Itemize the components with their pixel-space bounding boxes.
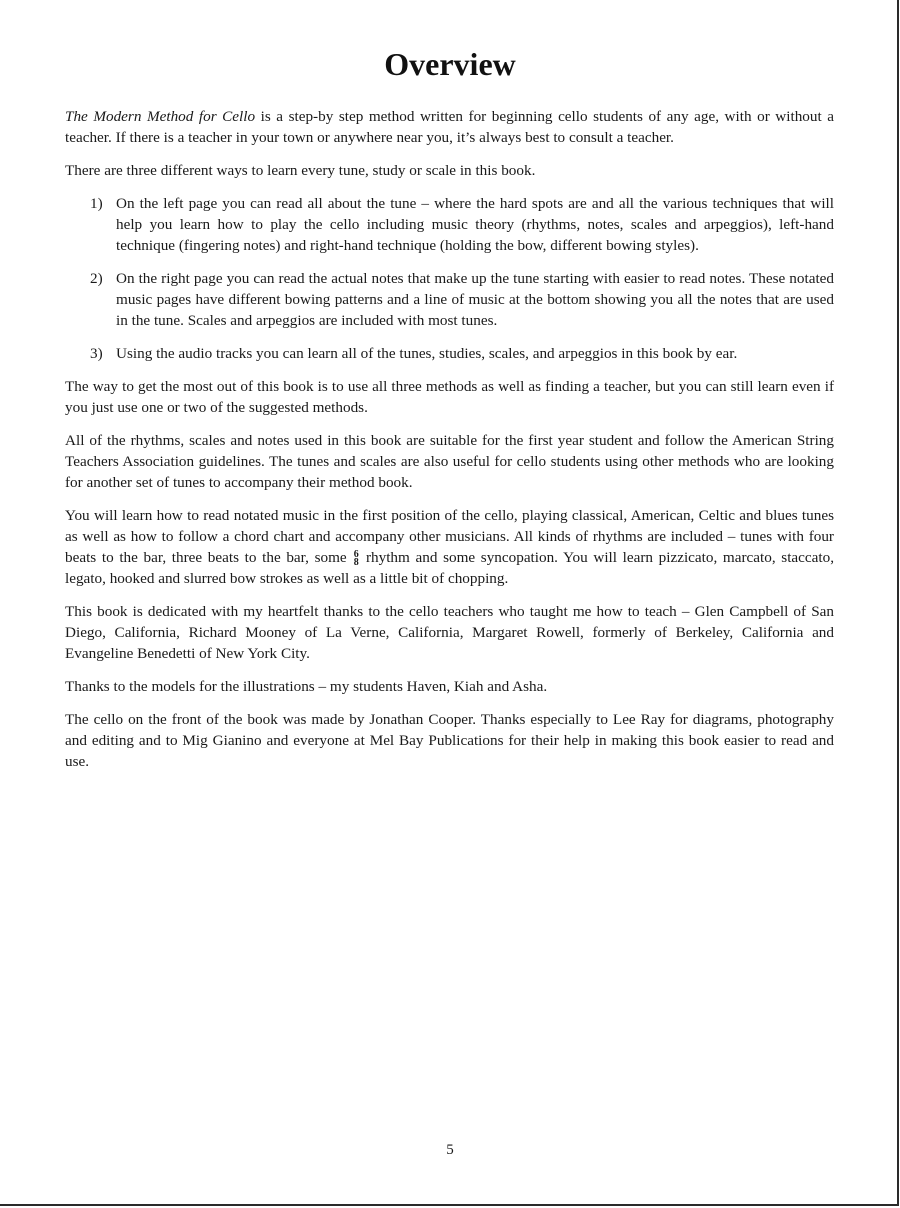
list-item — [65, 343, 834, 364]
overview-body — [65, 106, 834, 784]
models-paragraph: Thanks to the models for the illustrations – my students Haven, Kiah and Asha. — [65, 678, 548, 695]
book-title: The Modern Method for Cello — [65, 108, 256, 125]
list-item-text: On the left page you can read all about the tune – where the hard spots are and all the various techniques that will help you learn how to play the cello including music theory (rhythms, notes, scales and arpeggios), left-hand technique (fingering notes) and right-hand technique (holding the bow, different bowing styles). — [116, 195, 834, 254]
intro-paragraph — [65, 106, 834, 148]
learn-text-part1: You will learn how to read notated music in the first position of the cello, playing classical, American, Celtic and blues tunes as well as how to follow a chord chart and accompany other musicians. All kinds of rhythms are included – tunes with four beats to the bar, three beats to the bar, some — [65, 507, 834, 566]
most-out-paragraph: The way to get the most out of this book is to use all three methods as well as finding a teacher, but you can still learn even if you just use one or two of the suggested methods. — [65, 378, 834, 416]
credits-paragraph: The cello on the front of the book was made by Jonathan Cooper. Thanks especially to Lee Ray for diagrams, photography and editing and to Mig Gianino and everyone at Mel Bay Publications for their help in making this book easier to read and use. — [65, 711, 834, 770]
ways-intro-paragraph: There are three different ways to learn every tune, study or scale in this book. — [65, 162, 536, 179]
list-item-text: On the right page you can read the actual notes that make up the tune starting with easier to read notes. These notated music pages have different bowing patterns and a line of music at the bottom showing you all the notes that are used in the tune. Scales and arpeggios are included with most tunes. — [116, 270, 834, 329]
list-item-text: Using the audio tracks you can learn all of the tunes, studies, scales, and arpeggios in this book by ear. — [116, 345, 738, 362]
dedication-paragraph: This book is dedicated with my heartfelt thanks to the cello teachers who taught me how to teach – Glen Campbell of San Diego, California, Richard Mooney of La Verne, California, Margaret Rowell, formerly of Berkeley, California and Evangeline Benedetti of New York City. — [65, 603, 834, 662]
ways-list — [65, 193, 834, 364]
rhythms-paragraph: All of the rhythms, scales and notes used in this book are suitable for the first year student and follow the American String Teachers Association guidelines. The tunes and scales are also useful for cello students using other methods who are looking for another set of tunes to accompany their method book. — [65, 432, 834, 491]
page-number: 5 — [446, 1142, 454, 1158]
list-item-number: 3) — [90, 345, 103, 362]
page-title: Overview — [384, 46, 516, 82]
intro-text: is a step-by step method written for beginning cello students of any age, with or without a teacher. If there is a teacher in your town or anywhere near you, it’s always best to consult a teacher. — [65, 108, 834, 146]
learn-paragraph — [65, 505, 834, 589]
learn-text-part2: rhythm and some syncopation. You will learn pizzicato, marcato, staccato, legato, hooked and slurred bow strokes as well as a little bit of chopping. — [65, 549, 834, 587]
list-item-number: 2) — [90, 270, 103, 287]
list-item — [65, 268, 834, 331]
list-item — [65, 193, 834, 256]
time-signature-bottom: 8 — [353, 557, 359, 568]
time-signature-top: 6 — [353, 549, 359, 560]
list-item-number: 1) — [90, 195, 103, 212]
